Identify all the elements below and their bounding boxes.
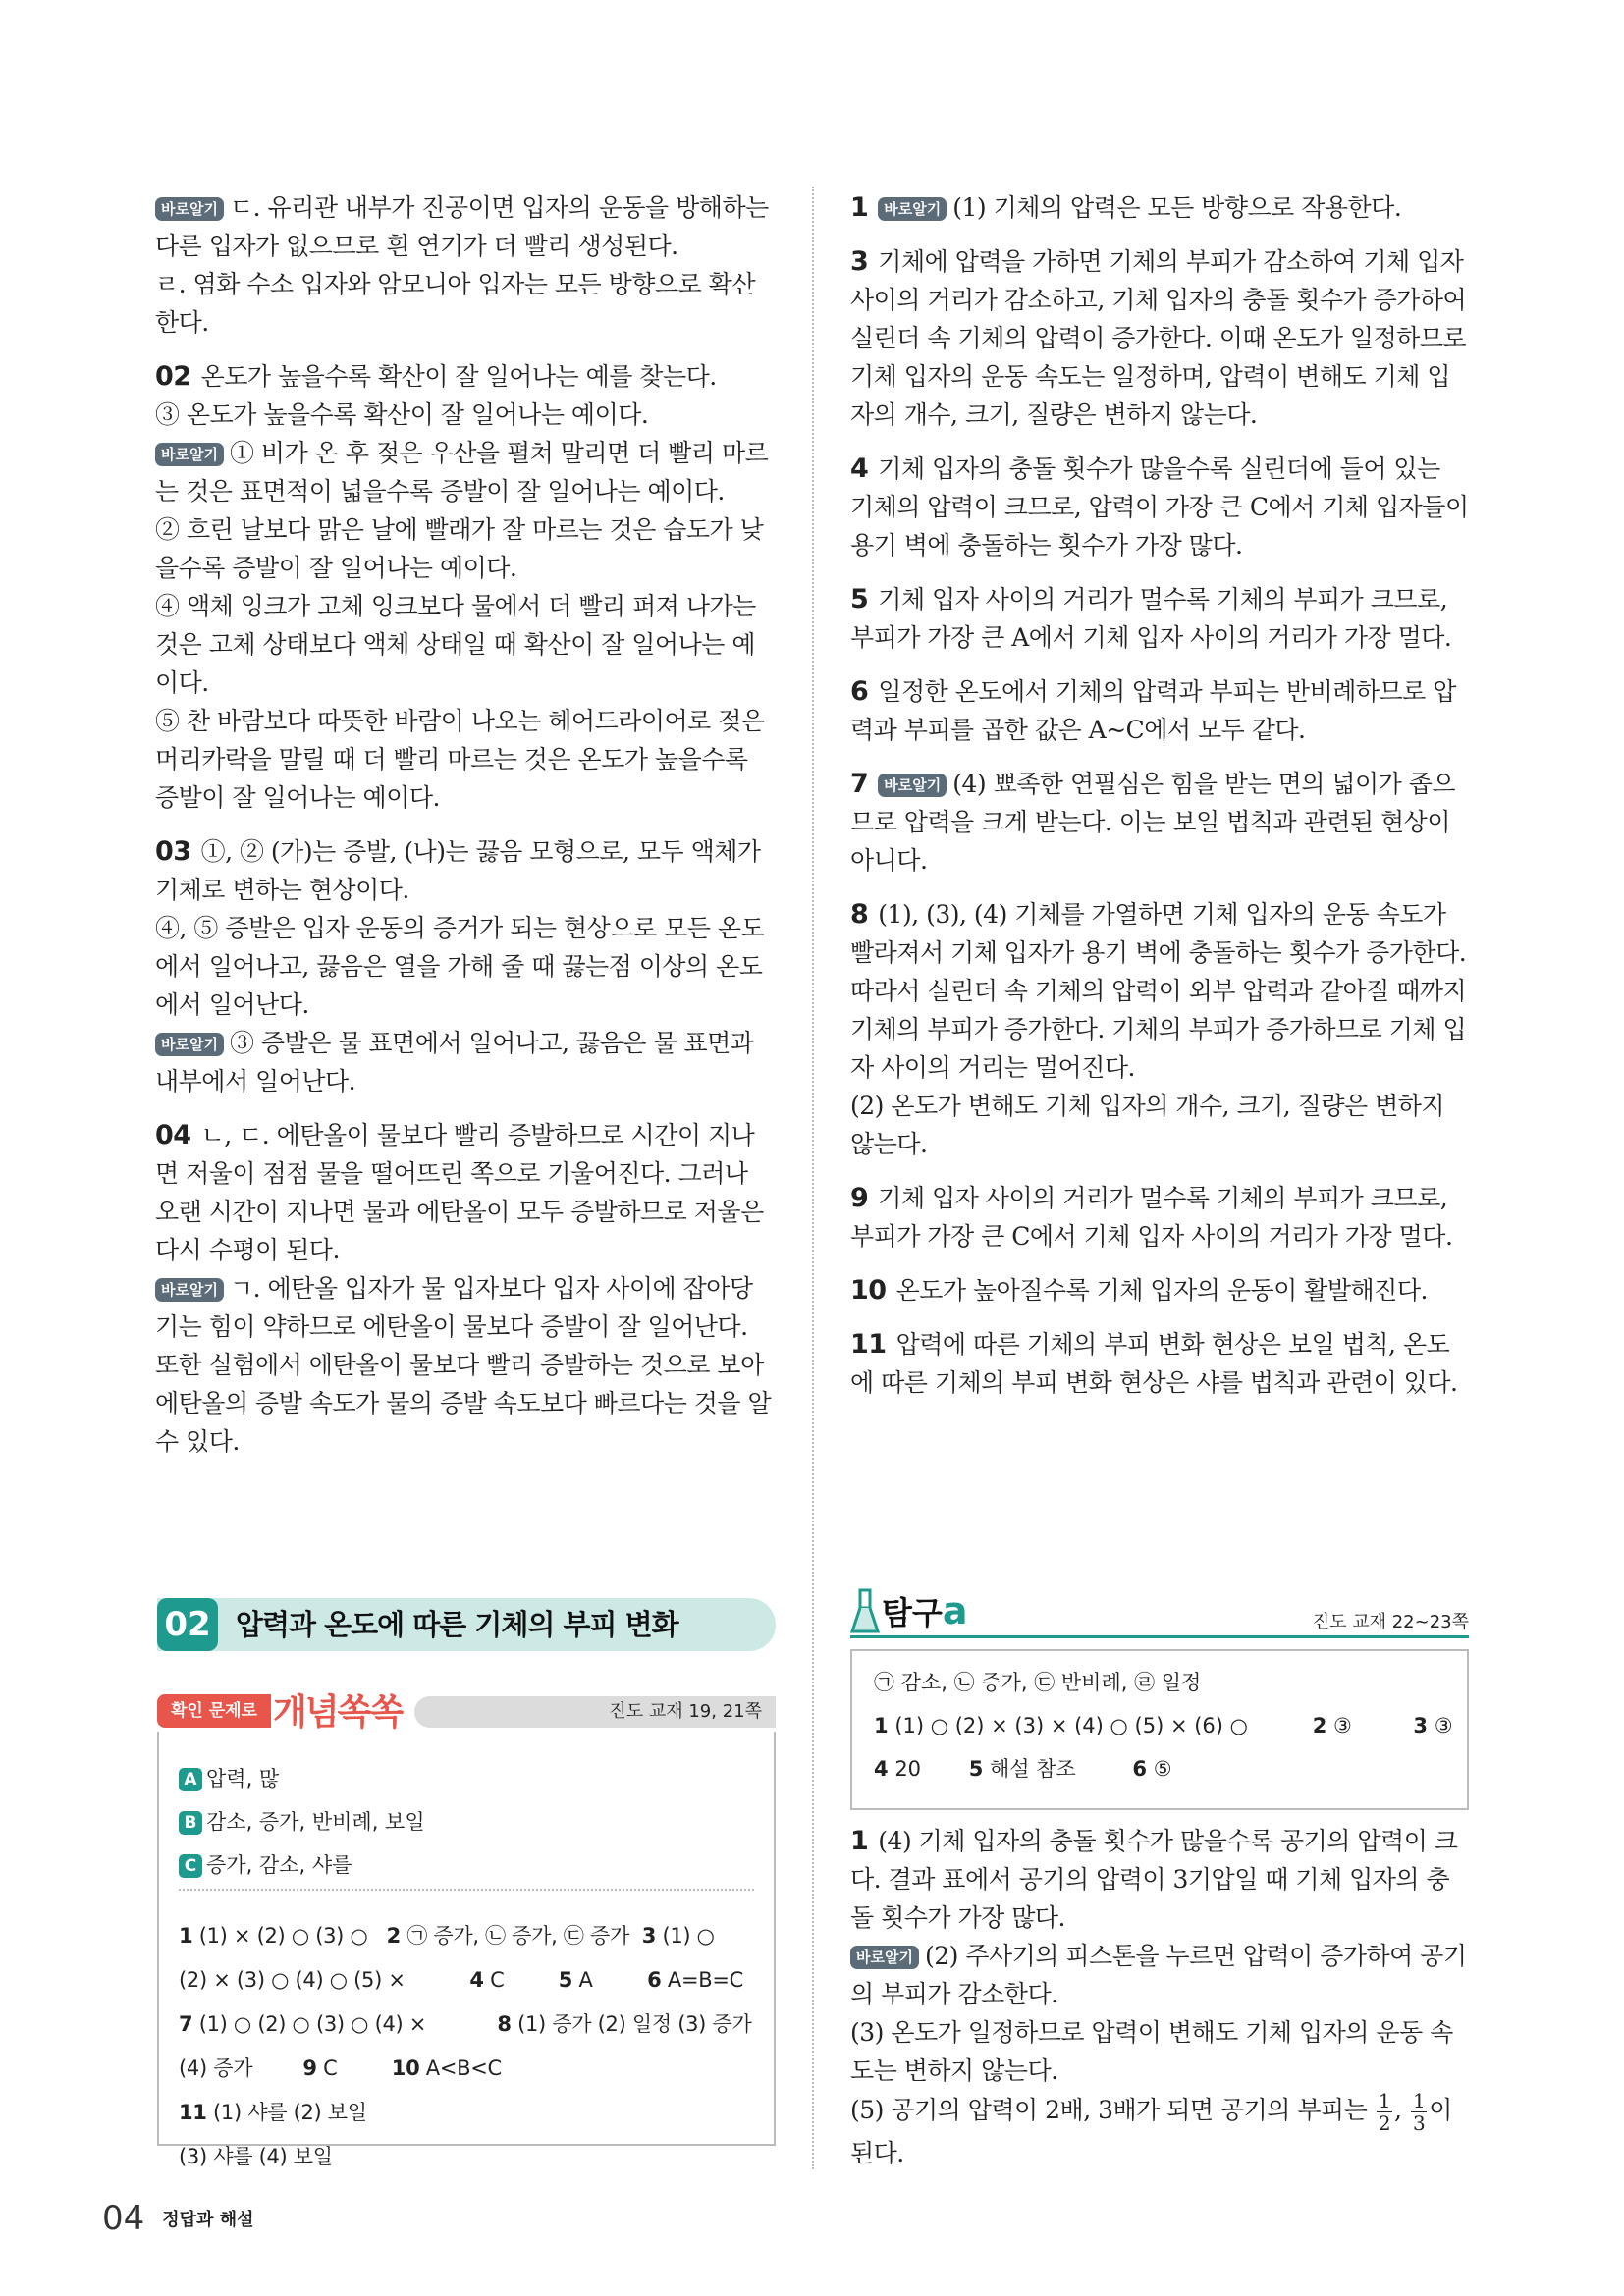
fraction: [1377, 2090, 1392, 2134]
blank-answer-a: [179, 1759, 279, 1798]
answer-number: 3: [641, 1924, 657, 1948]
page-number: 04: [102, 2199, 145, 2238]
text: (5) 공기의 압력이 2배, 3배가 되면 공기의 부피는: [850, 2096, 1368, 2124]
answer-number: 4: [874, 1757, 889, 1781]
confirm-tag: 확인 문제로: [157, 1694, 271, 1728]
answer-block: [155, 188, 774, 342]
answer-number: 1: [179, 1924, 193, 1948]
answer-text: (1) 증가 (2) 일정 (3) 증가: [517, 2012, 752, 2036]
answer-number: 11: [179, 2101, 207, 2124]
barroalgi-badge: 바로알기: [878, 774, 947, 797]
answer-text: ⑤: [1153, 1757, 1172, 1781]
text: 온도가 높아질수록 기체 입자의 운동이 활발해진다.: [895, 1276, 1428, 1305]
answer-number: 2: [1312, 1714, 1327, 1737]
denominator: 3: [1412, 2111, 1426, 2135]
concept-header: [157, 1690, 776, 1732]
question-number: 9: [850, 1183, 869, 1213]
question-number: 02: [155, 361, 191, 392]
question-number: 6: [850, 676, 869, 707]
text: 이 된다.: [850, 2096, 1452, 2167]
question-number: 10: [850, 1275, 887, 1306]
answer-block: [850, 1325, 1469, 1402]
answer-block: [155, 832, 774, 1100]
answer-text: (1) × (2) ○ (3) ○: [198, 1924, 368, 1948]
tamgu-title-text: 탐구: [882, 1594, 943, 1631]
barroalgi-badge: 바로알기: [155, 1278, 224, 1302]
answer-number: 4: [469, 1968, 484, 1992]
answer-number: 5: [968, 1757, 984, 1781]
answer-block: [850, 1271, 1469, 1309]
denominator: 2: [1378, 2111, 1391, 2135]
answer-row: ㉠ 감소, ㉡ 증가, ㉢ 반비례, ㉣ 일정: [874, 1671, 1202, 1694]
answer-text: (1) ○ (2) ○ (3) ○ (4) ×: [198, 2012, 427, 2036]
text: 일정한 온도에서 기체의 압력과 부피는 반비례하므로 압력과 부피를 곱한 값은 A~C에서 모두 같다.: [850, 677, 1456, 744]
answer-text: A<B<C: [425, 2056, 502, 2080]
answer-row: [179, 2135, 768, 2179]
answer-block: [155, 1116, 774, 1461]
answer-number: 3: [1413, 1714, 1428, 1737]
answer-row: [179, 2002, 768, 2047]
text: 기체 입자 사이의 거리가 멀수록 기체의 부피가 크므로, 부피가 가장 큰 C에서 기체 입자 사이의 거리가 가장 멀다.: [850, 1184, 1453, 1251]
barroalgi-badge: 바로알기: [155, 197, 224, 221]
answer-text: (4) 증가: [179, 2056, 253, 2080]
answer-number: 1: [874, 1714, 889, 1737]
blank-answer-c: [179, 1845, 352, 1885]
answer-block: [850, 580, 1469, 657]
section-header: [157, 1598, 776, 1651]
text: ①, ② (가)는 증발, (나)는 끓음 모형으로, 모두 액체가 기체로 변하는 현상이다.: [155, 837, 761, 904]
answer-text: 해설 참조: [990, 1757, 1076, 1781]
numerator: 1: [1378, 2089, 1391, 2112]
barroalgi-badge: 바로알기: [850, 1946, 919, 1969]
letter-marker: C: [179, 1854, 202, 1878]
question-number: 1: [850, 192, 869, 223]
answer-row: [179, 2047, 768, 2135]
tamgu-rule: [850, 1635, 1469, 1638]
question-number: 03: [155, 836, 191, 867]
barroalgi-badge: 바로알기: [155, 1033, 224, 1056]
question-number: 7: [850, 769, 869, 799]
answer-text: A: [578, 1968, 593, 1992]
answer-block: [850, 895, 1469, 1163]
answer-number: 9: [302, 2056, 317, 2080]
answer-row: [874, 1706, 1453, 1745]
answer-text: ③: [1434, 1714, 1453, 1737]
answer-row: [874, 1749, 1172, 1789]
textbook-reference: 진도 교재 22~23쪽: [1312, 1612, 1469, 1632]
answer-text: (3) 샤를 (4) 보일: [179, 2145, 333, 2168]
answer-number: 10: [391, 2056, 420, 2080]
text: (4) 뾰족한 연필심은 힘을 받는 면의 넓이가 좁으므로 압력을 크게 받는다. 이는 보일 법칙과 관련된 현상이 아니다.: [850, 770, 1456, 875]
barroalgi-badge: 바로알기: [878, 197, 947, 221]
answer-text: (1) 샤를 (2) 보일: [213, 2101, 367, 2124]
text: ④, ⑤ 증발은 입자 운동의 증거가 되는 현상으로 모든 온도에서 일어나고, 끓음은 열을 가해 줄 때 끓는점 이상의 온도에서 일어난다.: [155, 914, 765, 1019]
answer-text: C: [323, 2056, 338, 2080]
fraction: [1411, 2090, 1427, 2134]
question-number: 11: [850, 1329, 887, 1360]
text: ㄱ. 에탄올 입자가 물 입자보다 입자 사이에 잡아당기는 힘이 약하므로 에탄올이 물보다 증발이 잘 일어난다. 또한 실험에서 에탄올이 물보다 빨리 증발하는 것으로 보아 에탄올의 증발 속도가 물의 증발 속도보다 빠르다는 것을 알 수 있다.: [155, 1274, 772, 1456]
text: ㄴ, ㄷ. 에탄올이 물보다 빨리 증발하므로 시간이 지나면 저울이 점점 물을 떨어뜨린 쪽으로 기울어진다. 그러나 오랜 시간이 지나면 물과 에탄올이 모두 증발하므로 저울은 다시 수평이 된다.: [155, 1121, 764, 1264]
text: (4) 기체 입자의 충돌 횟수가 많을수록 공기의 압력이 크다. 결과 표에서 공기의 압력이 3기압일 때 기체 입자의 충돌 횟수가 가장 많다.: [850, 1827, 1458, 1932]
tamgu-title-a: a: [942, 1589, 968, 1632]
concept-title: 개념쏙쏙: [273, 1692, 403, 1733]
text: 증가, 감소, 샤를: [206, 1853, 352, 1877]
concept-answer-box: [157, 1732, 776, 2168]
answer-text: A=B=C: [667, 1968, 744, 1992]
answer-block: [850, 242, 1469, 434]
text: ① 비가 온 후 젖은 우산을 펼쳐 말리면 더 빨리 마르는 것은 표면적이 넓을수록 증발이 잘 일어나는 예이다.: [155, 439, 769, 506]
text: ③ 증발은 물 표면에서 일어나고, 끓음은 물 표면과 내부에서 일어난다.: [155, 1029, 754, 1095]
left-column: [155, 188, 774, 1461]
text: 압력에 따른 기체의 부피 변화 현상은 보일 법칙, 온도에 따른 기체의 부피 변화 현상은 샤를 법칙과 관련이 있다.: [850, 1330, 1458, 1397]
answer-row: [179, 1958, 768, 2002]
answer-block: [850, 765, 1469, 880]
answer-text: C: [490, 1968, 505, 1992]
text: ㄹ. 염화 수소 입자와 암모니아 입자는 모든 방향으로 확산한다.: [155, 270, 755, 337]
answer-text: ③: [1333, 1714, 1352, 1737]
answer-number: 2: [386, 1924, 401, 1948]
text: (2) 온도가 변해도 기체 입자의 개수, 크기, 질량은 변하지 않는다.: [850, 1092, 1445, 1158]
answer-text: (1) ○ (2) × (3) × (4) ○ (5) × (6) ○: [894, 1714, 1248, 1737]
answer-number: 8: [497, 2012, 512, 2036]
text: 기체 입자 사이의 거리가 멀수록 기체의 부피가 크므로, 부피가 가장 큰 A에서 기체 입자 사이의 거리가 가장 멀다.: [850, 585, 1452, 652]
answer-row: [179, 1914, 768, 1958]
question-number: 1: [850, 1826, 869, 1856]
question-number: 5: [850, 584, 869, 614]
answer-text: 20: [894, 1757, 922, 1781]
text: ③ 온도가 높을수록 확산이 잘 일어나는 예이다.: [155, 400, 649, 429]
answer-text: ㉠ 증가, ㉡ 증가, ㉢ 증가: [406, 1924, 629, 1948]
answer-text: (2) × (3) ○ (4) ○ (5) ×: [179, 1968, 406, 1992]
text: 압력, 많: [206, 1767, 280, 1790]
letter-marker: B: [179, 1811, 202, 1835]
text: (1) 기체의 압력은 모든 방향으로 작용한다.: [952, 193, 1402, 222]
text: (3) 온도가 일정하므로 압력이 변해도 기체 입자의 운동 속도는 변하지 않는다.: [850, 2018, 1453, 2085]
section-number: 02: [157, 1598, 218, 1651]
answer-block: [850, 672, 1469, 749]
tamgu-answer-box: [850, 1649, 1469, 1810]
answer-number: 6: [647, 1968, 662, 1992]
question-number: 4: [850, 454, 869, 484]
text: (1), (3), (4) 기체를 가열하면 기체 입자의 운동 속도가 빨라져서 기체 입자가 용기 벽에 충돌하는 횟수가 증가한다. 따라서 실린더 속 기체의 압력이 외부 압력과 같아질 때까지 기체의 부피가 증가한다. 기체의 부피가 증가하므로 기체 입자 사이의 거리는 멀어진다.: [850, 900, 1467, 1082]
barroalgi-badge: 바로알기: [155, 443, 224, 466]
dotted-divider: [179, 1889, 754, 1891]
separator: ,: [1394, 2096, 1402, 2124]
answer-block: [850, 1179, 1469, 1255]
text: ⑤ 찬 바람보다 따뜻한 바람이 나오는 헤어드라이어로 젖은 머리카락을 말릴 때 더 빨리 마르는 것은 온도가 높을수록 증발이 잘 일어나는 예이다.: [155, 707, 765, 812]
text: (2) 주사기의 피스톤을 누르면 압력이 증가하여 공기의 부피가 감소한다.: [850, 1942, 1467, 2008]
textbook-reference: 진도 교재 19, 21쪽: [609, 1701, 762, 1722]
text: 온도가 높을수록 확산이 잘 일어나는 예를 찾는다.: [200, 362, 717, 391]
flask-icon: [850, 1588, 880, 1637]
tamgu-title: [882, 1588, 967, 1633]
answer-block: [155, 357, 774, 817]
blank-answer-b: [179, 1802, 425, 1842]
text: ④ 액체 잉크가 고체 잉크보다 물에서 더 빨리 퍼져 나가는 것은 고체 상태보다 액체 상태일 때 확산이 잘 일어나는 예이다.: [155, 592, 756, 697]
numerator: 1: [1412, 2089, 1426, 2112]
tamgu-explanation: [850, 1822, 1469, 2172]
answer-number: 5: [558, 1968, 573, 1992]
answer-block: [850, 450, 1469, 564]
footer-label: 정답과 해설: [162, 2210, 254, 2230]
right-column: [850, 188, 1469, 1417]
answer-number: 7: [179, 2012, 193, 2036]
question-number: 8: [850, 899, 869, 930]
column-divider: [812, 187, 814, 2169]
text: 감소, 증가, 반비례, 보일: [206, 1810, 425, 1834]
text: 기체 입자의 충돌 횟수가 많을수록 실린더에 들어 있는 기체의 압력이 크므로, 압력이 가장 큰 C에서 기체 입자들이 용기 벽에 충돌하는 횟수가 가장 많다.: [850, 454, 1469, 560]
answer-list: [179, 1914, 768, 2179]
text: ㄷ. 유리관 내부가 진공이면 입자의 운동을 방해하는 다른 입자가 없으므로 흰 연기가 더 빨리 생성된다.: [155, 193, 769, 260]
page-footer: [102, 2199, 253, 2238]
answer-number: 6: [1132, 1757, 1147, 1781]
answer-text: (1) ○: [662, 1924, 715, 1948]
text: 기체에 압력을 가하면 기체의 부피가 감소하여 기체 입자 사이의 거리가 감소하고, 기체 입자의 충돌 횟수가 증가하여 실린더 속 기체의 압력이 증가한다. 이때 온도가 일정하므로 기체 입자의 운동 속도는 일정하며, 압력이 변해도 기체 입자의 개수, 크기, 질량은 변하지 않는다.: [850, 247, 1467, 429]
question-number: 3: [850, 246, 869, 277]
answer-block: [850, 188, 1469, 227]
question-number: 04: [155, 1120, 191, 1150]
text: ② 흐린 날보다 맑은 날에 빨래가 잘 마르는 것은 습도가 낮을수록 증발이 잘 일어나는 예이다.: [155, 515, 764, 582]
letter-marker: A: [179, 1768, 202, 1791]
section-title: 압력과 온도에 따른 기체의 부피 변화: [236, 1608, 678, 1641]
